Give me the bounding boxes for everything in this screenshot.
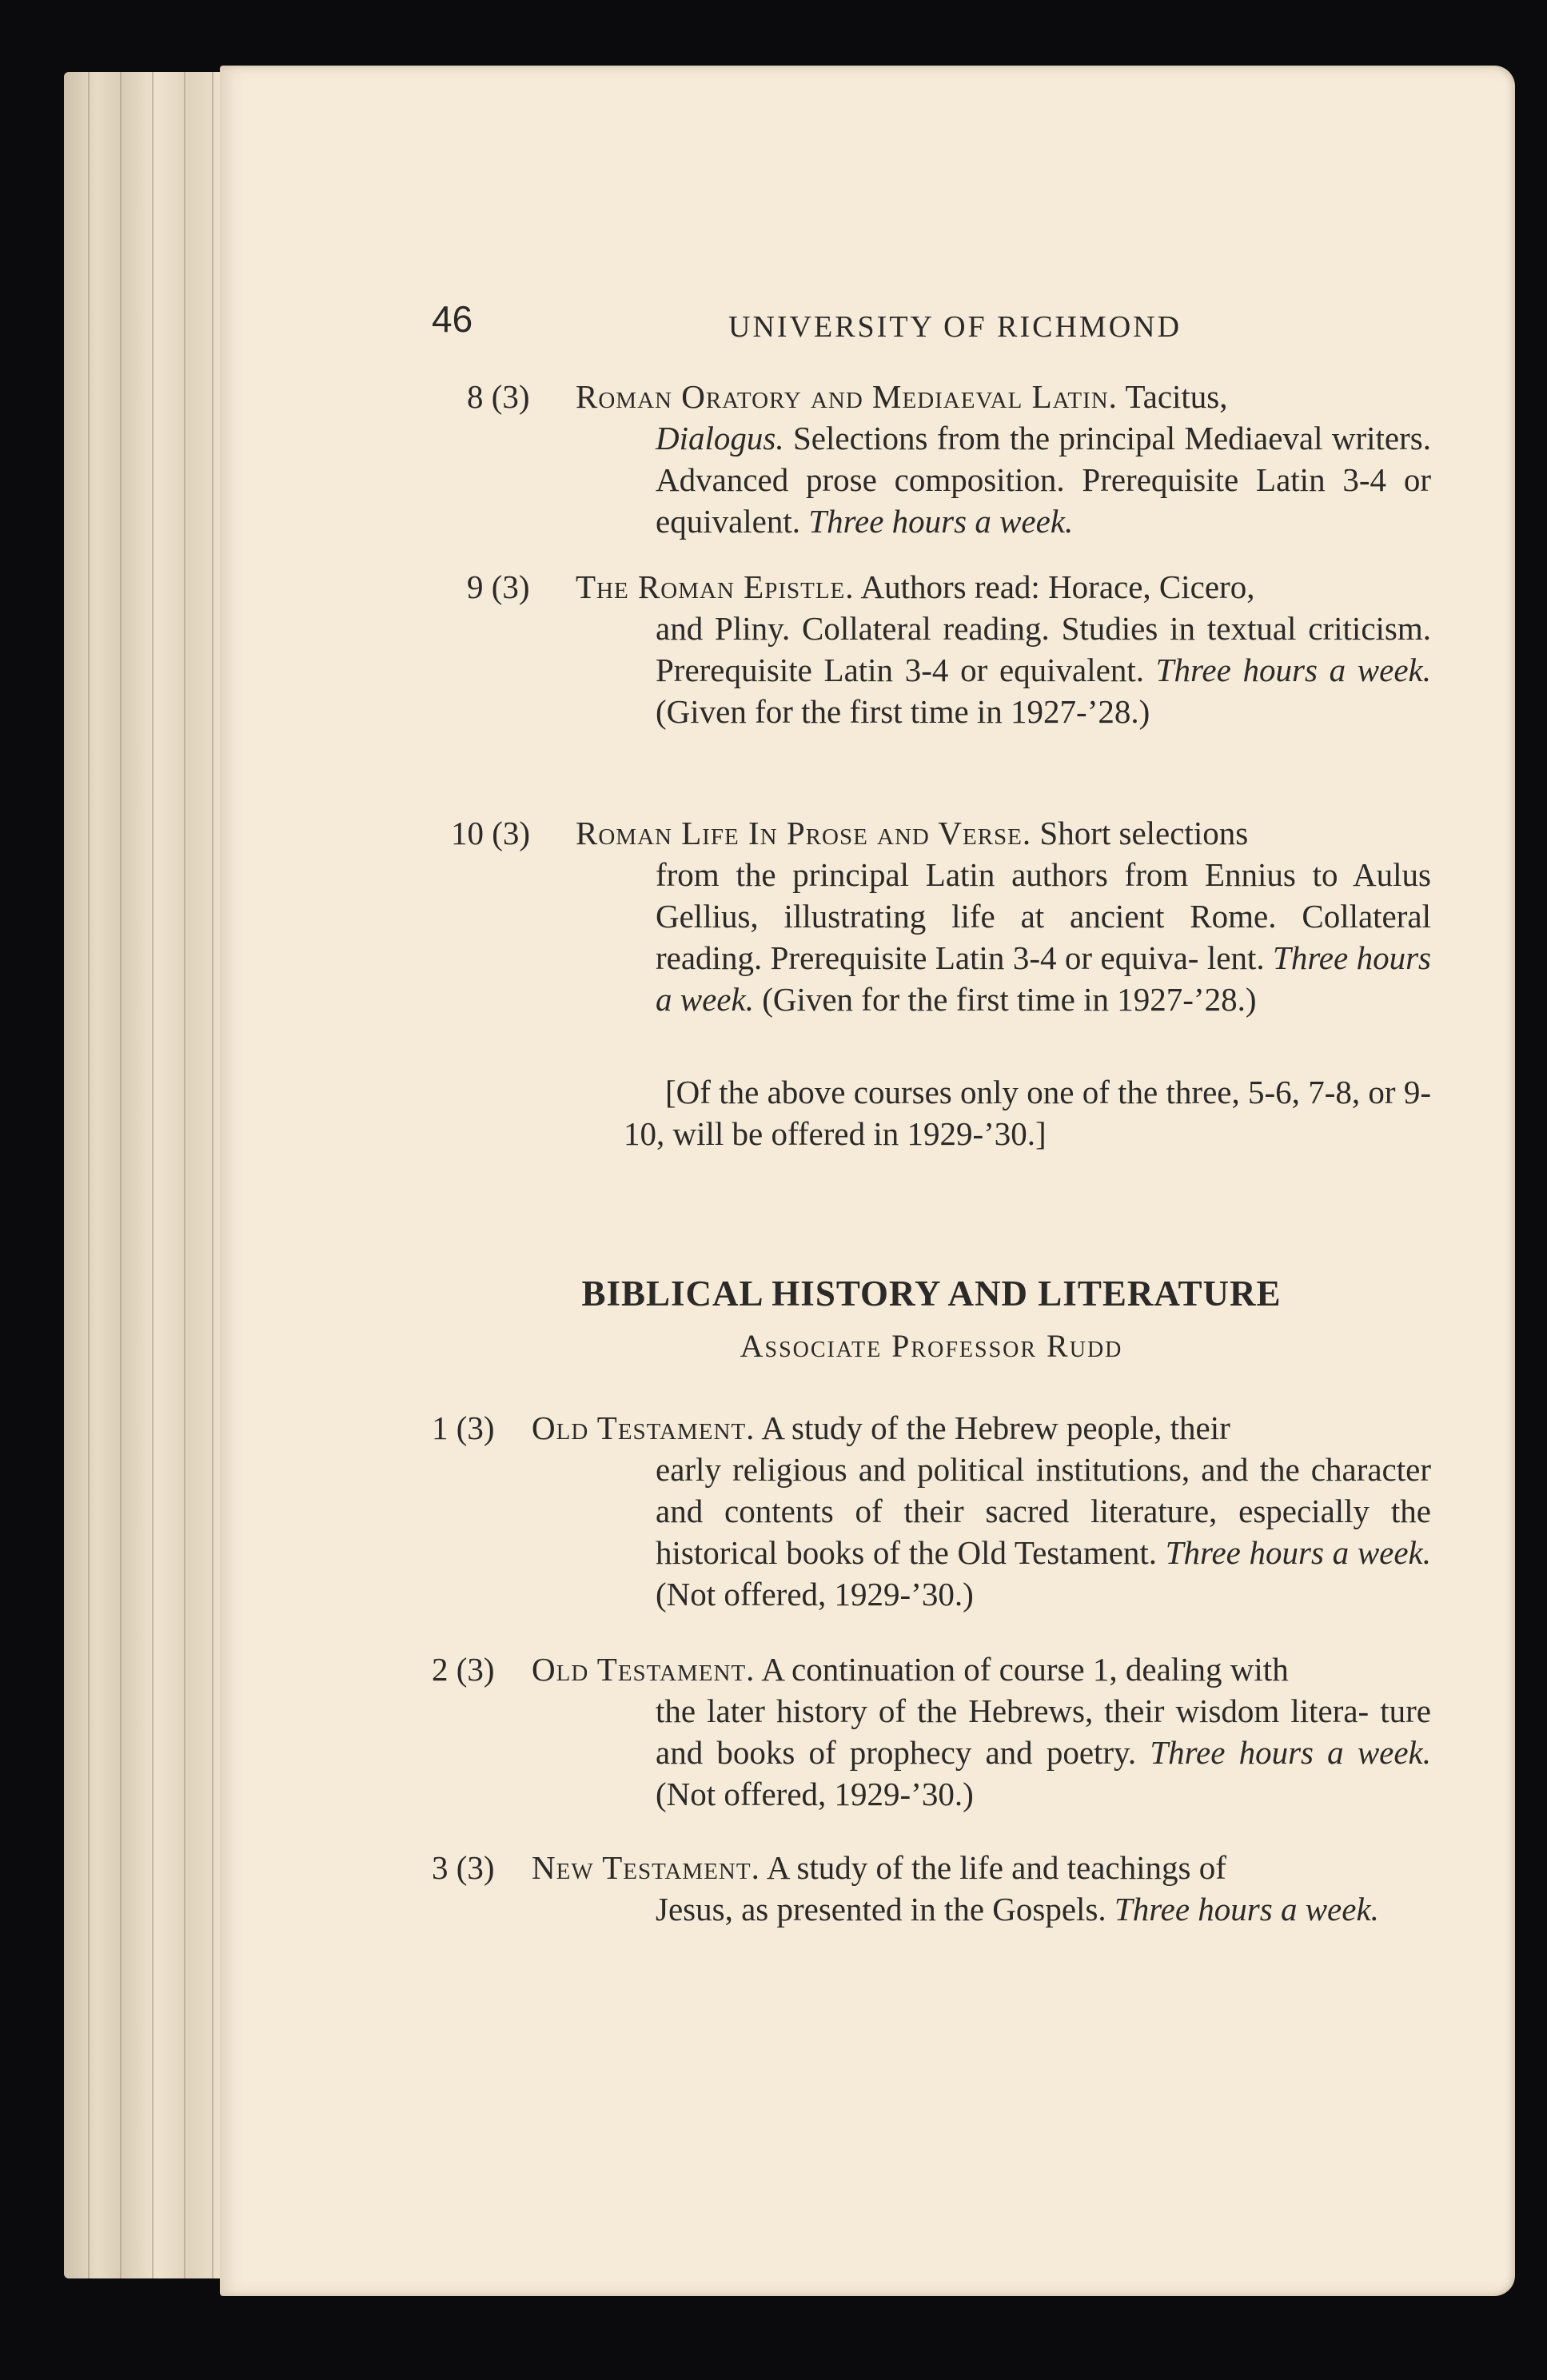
course-description	[576, 812, 1431, 854]
course-title: New Testament.	[532, 1849, 760, 1886]
running-head: UNIVERSITY OF RICHMOND	[728, 310, 1182, 344]
course-text: from the principal Latin authors from Ennius to Aulus Gellius, illustrating life at ancient Rome. Collateral reading. Prerequisite Latin 3-4 or equiva- lent.	[656, 856, 1431, 976]
course-italic: Three hours a week.	[1150, 1734, 1432, 1771]
course-number: 10 (3)	[451, 815, 531, 851]
course-text: and Pliny. Collateral reading. Studies in textual criticism. Prerequisite Latin 3-4 or equivalent.	[656, 610, 1431, 688]
course-title: The Roman Epistle.	[576, 568, 855, 605]
course-text: Short selections	[1039, 815, 1249, 851]
course-text: Selections from the principal Mediaeval writers. Advanced prose composition. Prerequisite Latin 3-4 or equivalent.	[656, 420, 1431, 540]
course-italic: Three hours a week.	[656, 939, 1432, 1018]
course-description-cont	[656, 854, 1431, 1020]
course-text: Authors read: Horace, Cicero,	[860, 568, 1255, 605]
course-title: Roman Life In Prose and Verse.	[576, 815, 1032, 851]
course-text: (Not offered, 1929-’30.)	[656, 1776, 974, 1812]
course-number: 3 (3)	[432, 1849, 495, 1886]
course-title: Old Testament.	[532, 1651, 756, 1688]
course-text: Tacitus,	[1125, 378, 1228, 415]
course-text: A study of the life and teachings of	[766, 1849, 1226, 1886]
course-description	[576, 376, 1431, 417]
course-italic: Three hours a week.	[808, 503, 1074, 540]
offering-note: [Of the above courses only one of the three, 5-6, 7-8, or 9-10, will be offered in 1929-’30.]	[624, 1074, 1431, 1152]
course-number: 9 (3)	[467, 568, 530, 605]
course-number: 1 (3)	[432, 1409, 495, 1446]
course-description	[532, 1648, 1431, 1690]
page-number: 46	[432, 298, 473, 340]
course-italic: Three hours a week.	[1114, 1891, 1379, 1928]
course-italic: Dialogus.	[656, 420, 784, 456]
course-text: early religious and political institutions, and the character and contents of their sacred literature, especially the historical books of the Old Testament.	[656, 1451, 1431, 1571]
course-description-cont	[656, 1690, 1431, 1815]
course-description-cont	[656, 1449, 1431, 1615]
course-title: Old Testament.	[532, 1409, 756, 1446]
course-text: A continuation of course 1, dealing with	[761, 1651, 1289, 1688]
course-text: the later history of the Hebrews, their wisdom litera- ture and books of prophecy and poetry.	[656, 1692, 1431, 1771]
course-text: (Given for the first time in 1927-’28.)	[762, 981, 1257, 1018]
course-title: Roman Oratory and Mediaeval Latin.	[576, 378, 1118, 415]
course-italic: Three hours a week.	[1165, 1534, 1432, 1571]
course-description	[532, 1847, 1431, 1888]
course-number: 2 (3)	[432, 1651, 495, 1688]
course-description	[532, 1407, 1431, 1449]
course-text: Jesus, as presented in the Gospels.	[656, 1891, 1106, 1928]
course-text: (Not offered, 1929-’30.)	[656, 1576, 974, 1613]
course-number: 8 (3)	[467, 378, 530, 415]
section-title: BIBLICAL HISTORY AND LITERATURE	[581, 1274, 1282, 1314]
page-stack-edges	[64, 72, 232, 2278]
course-text: (Given for the first time in 1927-’28.)	[656, 693, 1150, 730]
course-description-cont	[656, 608, 1431, 732]
course-text: A study of the Hebrew people, their	[761, 1409, 1230, 1446]
section-instructor: Associate Professor Rudd	[740, 1328, 1123, 1364]
course-description	[576, 566, 1431, 608]
course-description-cont	[656, 417, 1431, 542]
course-description-cont	[656, 1888, 1431, 1930]
course-italic: Three hours a week.	[1155, 652, 1431, 688]
